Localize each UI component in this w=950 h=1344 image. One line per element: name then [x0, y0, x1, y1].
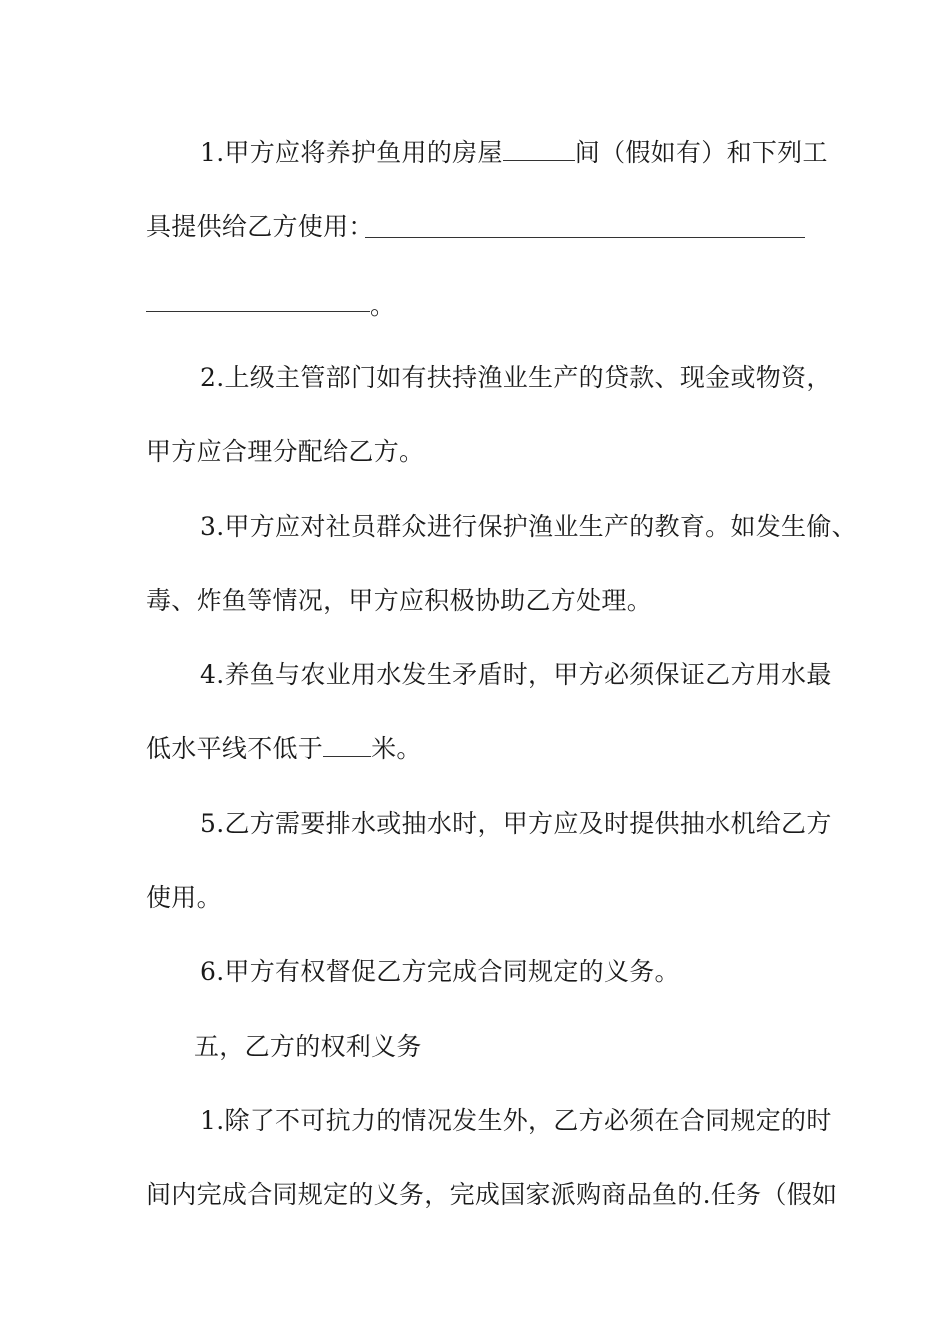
paragraph-3-line-1 — [200, 511, 857, 543]
paragraph-4-line-2 — [146, 733, 422, 765]
fill-blank-tools — [365, 236, 805, 238]
paragraph-2-line-2 — [146, 436, 424, 468]
text: 毒、炸鱼等情况，甲方应积极协助乙方处理。 — [146, 586, 653, 615]
text: 五，乙方的权利义务 — [194, 1032, 422, 1061]
text: 间（假如有）和下列工 — [574, 138, 828, 167]
paragraph-5-line-2 — [146, 882, 222, 914]
text: 使用。 — [146, 883, 222, 912]
paragraph-2-line-1 — [200, 362, 832, 394]
text: 3.甲方应对社员群众进行保护渔业生产的教育。如发生偷、 — [200, 512, 857, 541]
text: 。 — [370, 291, 396, 320]
text: 4.养鱼与农业用水发生矛盾时，甲方必须保证乙方用水最 — [200, 660, 832, 689]
paragraph-7-line-2 — [146, 1179, 837, 1211]
text: 2.上级主管部门如有扶持渔业生产的贷款、现金或物资， — [200, 363, 832, 392]
section-heading — [194, 1031, 422, 1063]
text: 低水平线不低于 — [146, 734, 324, 763]
text: 1.甲方应将养护鱼用的房屋 — [200, 138, 503, 167]
paragraph-7-line-1 — [200, 1105, 832, 1137]
text: 间内完成合同规定的义务，完成国家派购商品鱼的.任务（假如 — [146, 1180, 838, 1209]
paragraph-6 — [200, 956, 680, 988]
text: 米。 — [371, 734, 422, 763]
paragraph-4-line-1 — [200, 659, 832, 691]
paragraph-3-line-2 — [146, 585, 652, 617]
fill-blank-water-level — [323, 734, 371, 757]
fill-blank-rooms — [503, 138, 575, 161]
text: 6.甲方有权督促乙方完成合同规定的义务。 — [200, 957, 680, 986]
paragraph-1-line-3 — [370, 290, 395, 322]
paragraph-1-line-2 — [146, 211, 374, 243]
text: 5.乙方需要排水或抽水时，甲方应及时提供抽水机给乙方 — [200, 809, 832, 838]
fill-blank-tools-continued — [146, 310, 370, 312]
paragraph-5-line-1 — [200, 808, 832, 840]
text: 1.除了不可抗力的情况发生外，乙方必须在合同规定的时 — [200, 1106, 832, 1135]
text: 甲方应合理分配给乙方。 — [146, 437, 425, 466]
paragraph-1-line-1 — [200, 137, 828, 169]
text: 具提供给乙方使用： — [146, 212, 374, 241]
